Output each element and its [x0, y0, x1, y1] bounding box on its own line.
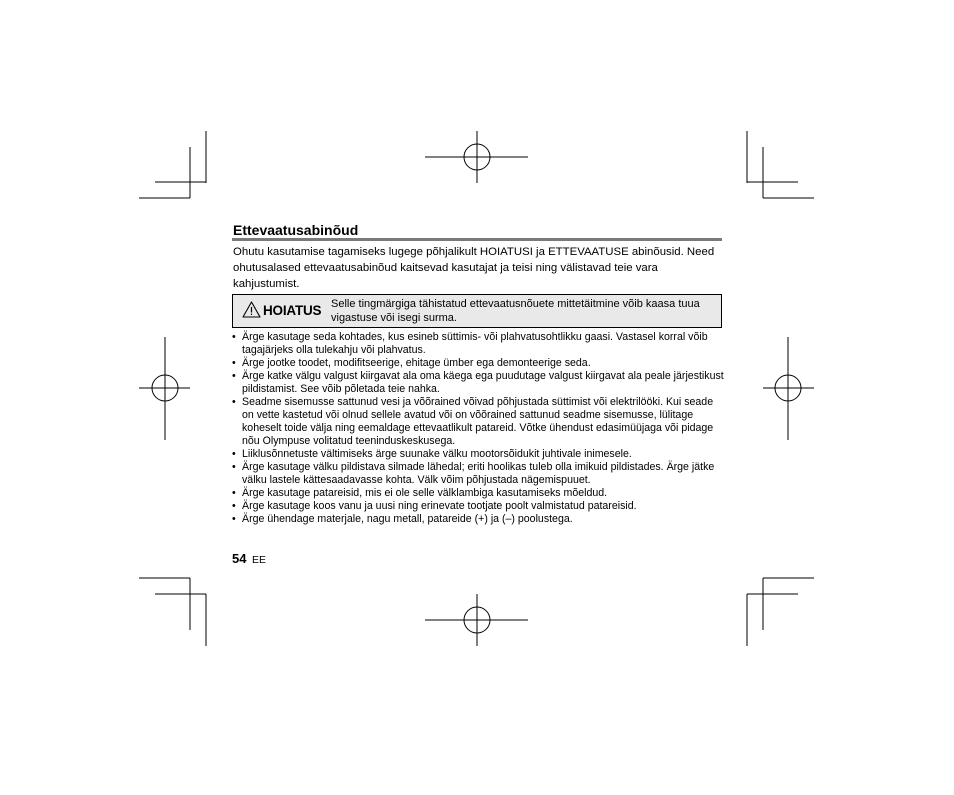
warning-label: HOIATUS [263, 303, 322, 318]
crop-mark-top-right [747, 131, 814, 198]
list-item: • Seadme sisemusse sattunud vesi ja võõrained võivad põhjustada süttimist või elektrilööki. Kui seade on vette kastetud või olnud sellele avatud või on võõrained sattunud seadme sisemusse, lülitage koheselt toide välja ning eemaldage ettevaatlikult patareid. Võtke ühendust edasimüüjaga või pidage nõu Olympuse volitatud teeninduskeskusega. [232, 396, 724, 448]
list-item: • Ärge kasutage patareisid, mis ei ole selle välklambiga kasutamiseks mõeldud. [232, 487, 724, 500]
warning-triangle-icon [242, 301, 261, 318]
list-item: • Ärge kasutage seda kohtades, kus esineb süttimis- või plahvatusohtlikku gaasi. Vastasel korral võib tagajärjeks olla tulekahju või plahvatus. [232, 331, 724, 357]
registration-target-right [763, 337, 814, 440]
list-item: • Ärge kasutage koos vanu ja uusi ning erinevate tootjate poolt valmistatud patareisid. [232, 500, 724, 513]
intro-paragraph: Ohutu kasutamise tagamiseks lugege põhjalikult HOIATUSI ja ETTEVAATUSE abinõusid. Need ohutusalased ettevaatusabinõud kaitsevad kasutajat ja teisi ning välistavad teie vara kahjustumist. [233, 246, 715, 290]
crop-mark-bottom-left [139, 578, 206, 646]
crop-mark-top-left [139, 131, 206, 198]
language-code: EE [252, 554, 267, 566]
list-item: • Ärge jootke toodet, modifitseerige, ehitage ümber ega demonteerige seda. [232, 357, 724, 370]
crop-mark-bottom-right [747, 578, 814, 646]
warning-text: Selle tingmärgiga tähistatud ettevaatusnõuete mittetäitmine võib kaasa tuua vigastuse või isegi surma. [331, 298, 700, 324]
warning-bullet-list [232, 331, 724, 526]
registration-target-left [139, 337, 190, 440]
warning-box [232, 294, 722, 328]
page-title: Ettevaatusabinõud [233, 222, 359, 238]
list-item: • Ärge kasutage välku pildistava silmade lähedal; eriti hoolikas tuleb olla imikuid pildistades. Ärge jätke välku lastele kättesaadavasse kohta. Välk võim põhjustada nägemispuuet. [232, 461, 724, 487]
registration-target-bottom [425, 594, 528, 646]
list-item: • Ärge katke välgu valgust kiirgavat ala oma käega ega puudutage valgust kiirgavat ala peale järjestikust pildistamist. See võib põletada teie nahka. [232, 370, 724, 396]
list-item: • Ärge ühendage materjale, nagu metall, patareide (+) ja (–) poolustega. [232, 513, 724, 526]
page-number: 54 [232, 551, 247, 566]
title-underline [232, 238, 722, 241]
list-item: • Liiklusõnnetuste vältimiseks ärge suunake välku mootorsõidukit juhtivale inimesele. [232, 448, 724, 461]
registration-target-top [425, 131, 528, 183]
